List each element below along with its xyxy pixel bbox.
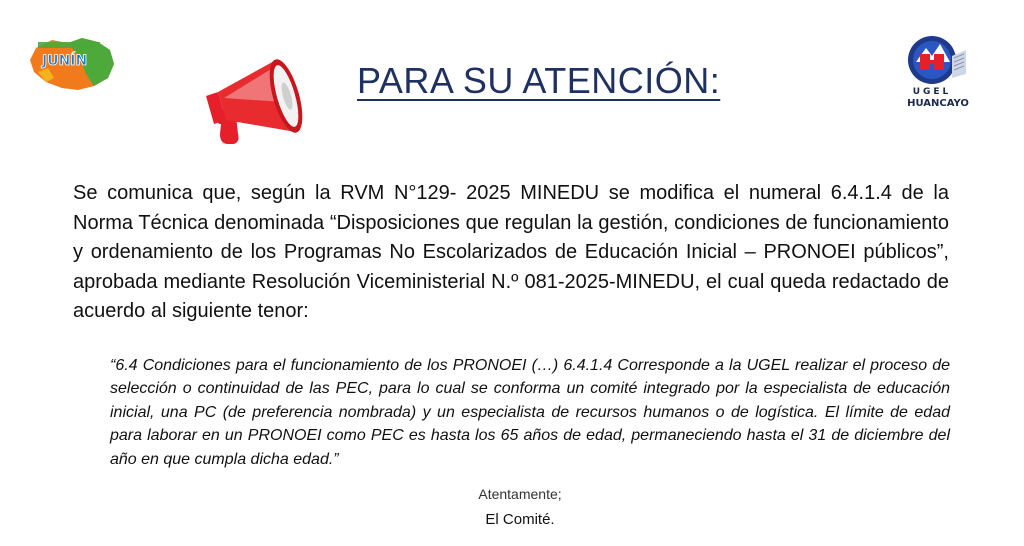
junin-logo	[24, 34, 119, 94]
quoted-norm-text: “6.4 Condiciones para el funcionamiento de los PRONOEI (…) 6.4.1.4 Corresponde a la UGEL realizar el proceso de selección o continuidad de las PEC, para lo cual se conforma un comité integrado por la especialista de educación inicial, una PC (de preferencia nombrada) y un especialista de recursos humanos o de logística. El límite de edad para laborar en un PRONOEI como PEC es hasta los 65 años de edad, permaneciendo hasta el 31 de diciembre del año en que cumpla dicha edad.”	[110, 357, 950, 468]
closing-greeting: Atentamente;	[478, 486, 562, 502]
announcement-paragraph: Se comunica que, según la RVM N°129- 2025 MINEDU se modifica el numeral 6.4.1.4 de la Norma Técnica denominada “Disposiciones que regulan la gestión, condiciones de funcionamiento y ordenamiento de los Programas No Escolarizados de Educación Inicial – PRONOEI públicos”, aprobada mediante Resolución Viceministerial N.º 081-2025-MINEDU, el cual queda redactado de acuerdo al siguiente tenor:	[73, 182, 949, 323]
closing-block	[420, 484, 620, 530]
megaphone-illustration	[198, 52, 308, 160]
closing-signature: El Comité.	[485, 511, 555, 528]
ugel-huancayo-logo	[896, 32, 986, 112]
ugel-text: UGEL	[912, 87, 952, 97]
junin-logo-text: JUNÍN	[42, 53, 88, 69]
huancayo-text: HUANCAYO	[907, 98, 969, 109]
megaphone-icon	[198, 52, 308, 160]
junin-region-map-icon	[24, 34, 119, 94]
ugel-huancayo-logo-icon	[896, 32, 986, 112]
page-title: PARA SU ATENCIÓN:	[357, 60, 721, 101]
